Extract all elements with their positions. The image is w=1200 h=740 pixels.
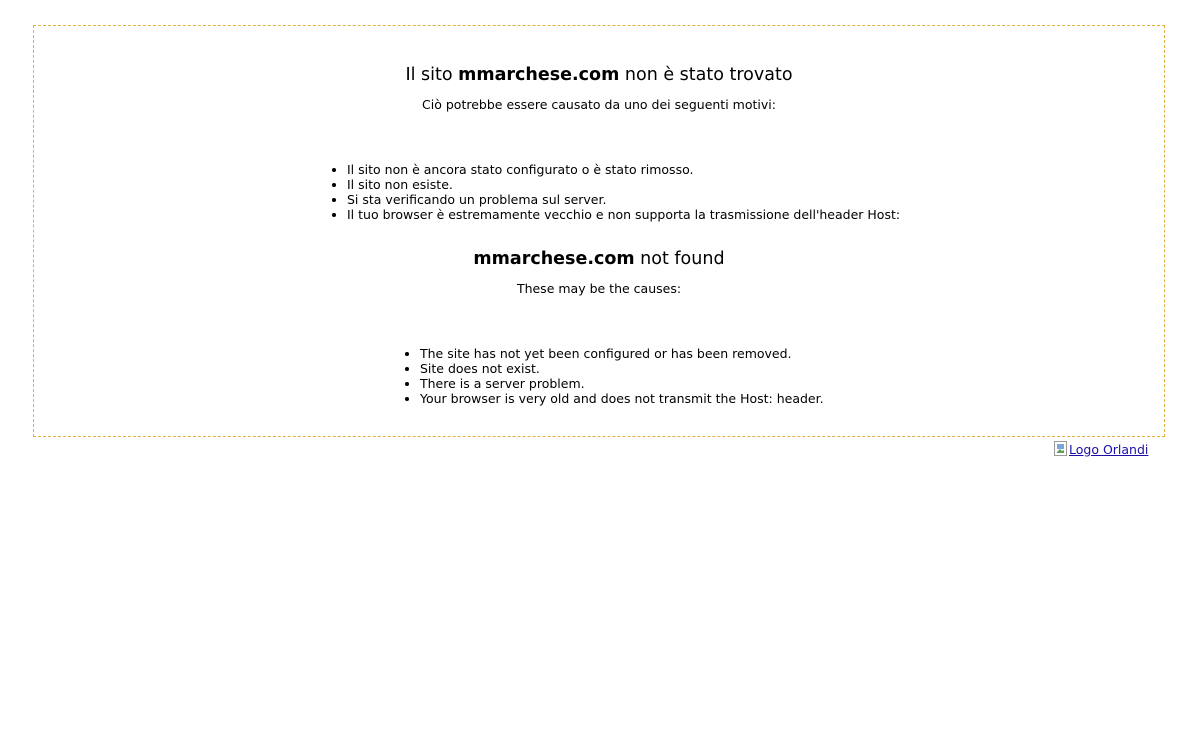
list-item: • The site has not yet been configured or has been removed.: [420, 346, 824, 361]
italian-heading: [34, 64, 1164, 86]
list-item: • There is a server problem.: [420, 376, 824, 391]
italian-domain: mmarchese.com: [458, 65, 620, 85]
italian-heading-prefix: Il sito: [405, 65, 459, 85]
list-item: • Si sta verificando un problema sul server.: [347, 192, 900, 207]
english-domain: mmarchese.com: [473, 249, 635, 269]
english-subtitle: These may be the causes:: [516, 281, 682, 296]
list-item: • Il tuo browser è estremamente vecchio e non supporta la trasmissione dell'header Host:: [347, 207, 900, 222]
english-heading-suffix: not found: [634, 249, 725, 269]
italian-causes-list: [347, 162, 900, 222]
english-section: [34, 248, 1164, 406]
broken-image-icon: [1054, 441, 1068, 457]
italian-heading-suffix: non è stato trovato: [619, 65, 793, 85]
error-frame: [33, 25, 1165, 437]
english-heading: [34, 248, 1164, 270]
list-item: • Your browser is very old and does not transmit the Host: header.: [420, 391, 824, 406]
list-item: • Il sito non esiste.: [347, 177, 900, 192]
italian-section: [34, 64, 1164, 222]
list-item: • Site does not exist.: [420, 361, 824, 376]
list-item: • Il sito non è ancora stato configurato o è stato rimosso.: [347, 162, 900, 177]
english-causes-list: [420, 346, 824, 406]
italian-subtitle: Ciò potrebbe essere causato da uno dei seguenti motivi:: [422, 97, 776, 112]
logo-orlandi-link[interactable]: [1054, 441, 1148, 457]
logo-alt-text: Logo Orlandi: [1069, 441, 1149, 457]
